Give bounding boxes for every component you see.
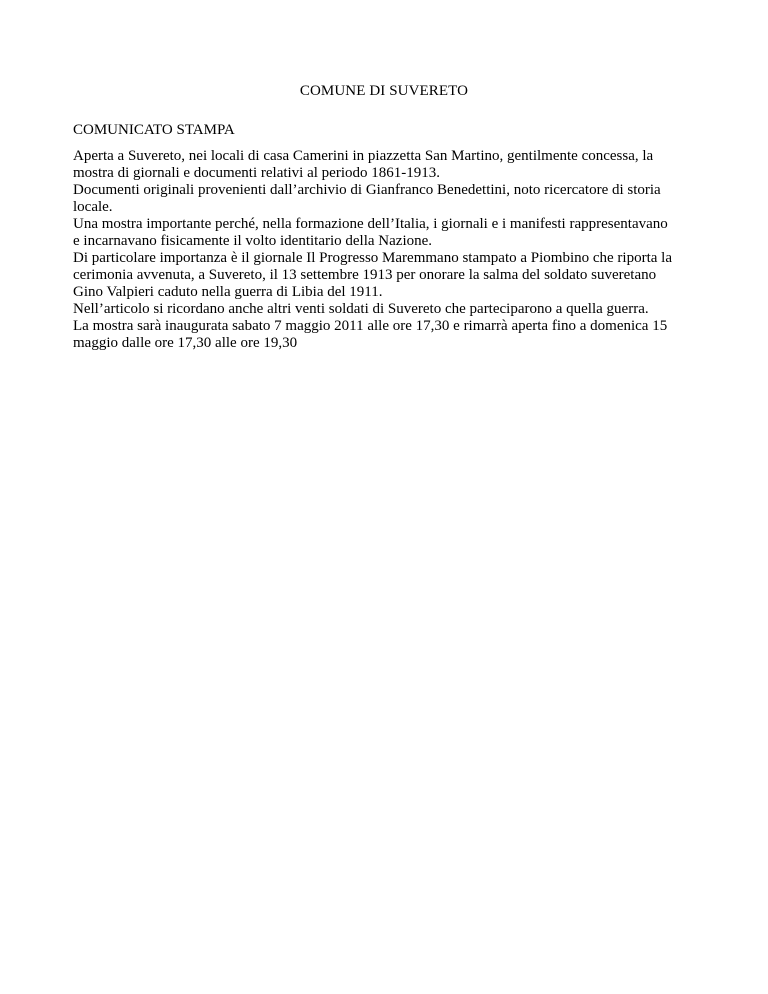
press-release-label: COMUNICATO STAMPA xyxy=(73,122,235,138)
body-line: e incarnavano fisicamente il volto identitario della Nazione. xyxy=(73,233,433,249)
body-line: cerimonia avvenuta, a Suvereto, il 13 settembre 1913 per onorare la salma del soldato suveretano xyxy=(73,267,657,283)
body-line: Documenti originali provenienti dall’archivio di Gianfranco Benedettini, noto ricercatore di storia xyxy=(73,182,661,198)
body-line: maggio dalle ore 17,30 alle ore 19,30 xyxy=(73,335,298,351)
body-line: Nell’articolo si ricordano anche altri venti soldati di Suvereto che parteciparono a quella guerra. xyxy=(73,301,649,317)
press-release-body xyxy=(73,148,705,352)
body-line: Gino Valpieri caduto nella guerra di Libia del 1911. xyxy=(73,284,383,300)
body-line: Di particolare importanza è il giornale Il Progresso Maremmano stampato a Piombino che riporta la xyxy=(73,250,672,266)
body-line: Aperta a Suvereto, nei locali di casa Camerini in piazzetta San Martino, gentilmente concessa, la xyxy=(73,148,654,164)
organization-title: COMUNE DI SUVERETO xyxy=(299,83,469,99)
body-line: Una mostra importante perché, nella formazione dell’Italia, i giornali e i manifesti rappresentavano xyxy=(73,216,668,232)
body-line: La mostra sarà inaugurata sabato 7 maggio 2011 alle ore 17,30 e rimarrà aperta fino a domenica 15 xyxy=(73,318,668,334)
body-line: mostra di giornali e documenti relativi al periodo 1861-1913. xyxy=(73,165,440,181)
body-line: locale. xyxy=(73,199,113,215)
